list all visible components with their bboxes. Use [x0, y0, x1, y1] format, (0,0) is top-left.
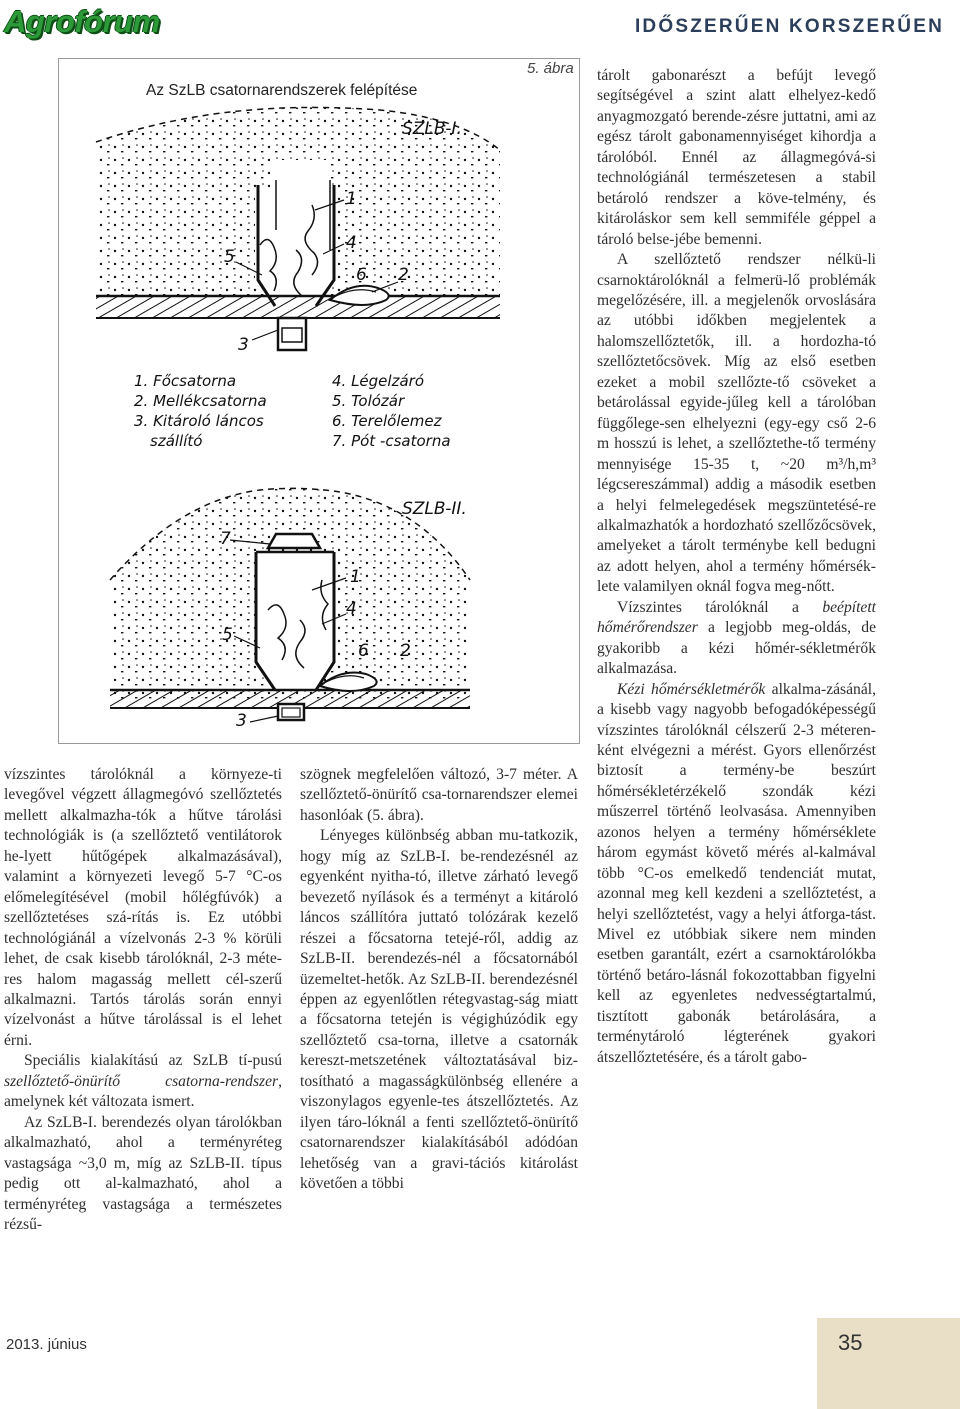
- diagram-2-number-4: 4: [346, 599, 357, 619]
- diagram-2-number-2: 2: [400, 641, 411, 661]
- diagram-2-number-6: 6: [358, 641, 369, 661]
- szlb-2-diagram: [110, 488, 470, 731]
- diagram-2-number-3: 3: [236, 711, 247, 731]
- legend-item-6: 6. Terelőlemez: [332, 412, 442, 430]
- legend-item-2: 2. Mellékcsatorna: [134, 392, 267, 410]
- issue-date: 2013. június: [6, 1336, 87, 1353]
- legend-item-5: 5. Tolózár: [332, 392, 405, 410]
- paragraph: tárolt gabonarészt a befújt levegő segítségével a szint alatt elhelyez-kedő anyagmozgató berende-zésre juttatni, ami az egész tárolt gabonamennyiséget kihordja a tárolóból. Ennél az állagmegóvá-si technológiánál természetesen a stabil betároló rendszer a köve-telmény, és kitároláskor sem kell semmiféle géppel a tároló belse-jébe bemenni.: [597, 67, 876, 248]
- diagram-number-1: 1: [346, 189, 357, 209]
- diagram-number-4: 4: [346, 233, 357, 253]
- szlb-1-label: SZLB-I.: [402, 119, 462, 139]
- paragraph: szögnek megfelelően változó, 3-7 méter. A szellőztető-önürítő csa-tornarendszer elemei hasonlóak (5. ábra).: [300, 766, 578, 824]
- diagram-number-5: 5: [224, 247, 235, 267]
- legend-item-3-cont: szállító: [150, 432, 203, 450]
- section-title: IDŐSZERŰEN KORSZERŰEN: [634, 16, 944, 37]
- legend-item-3: 3. Kitároló láncos: [134, 412, 264, 430]
- figure-label: 5. ábra: [527, 60, 574, 77]
- text-column-left: [4, 765, 282, 1235]
- paragraph: Kézi hőmérsékletmérők alkalma-zásánál, a kisebb vagy nagyobb befogadóképességű vízszintes tárolóknál célszerű 2-3 méteren-ként elvégezni a mérést. Gyors ellenőrzést biztosít a termény-be beszúrt hőmérsékletérzékelő szondák kézi műszerrel történő leolvasása. Amennyiben azonos helyen a termény hőmérséklete három egymást követő mérés al-kalmával több °C-os emelkedő tendenciát mutat, azonnal meg kell kezdeni a szellőztetést, a helyi szellőztetést, vagy a helyi átforga-tást. Mivel ez utóbbiak sikere nem minden esetben garantált, ezért a csarnoktárolókba történő betáro-lásnál fokozottabban figyelni kell az egyenletes nedvességtartalmú, tisztított gabonák betárolására, a terménytároló légterének gyakori átszellőztetésére, és a tárolt gabo-: [597, 680, 877, 1066]
- diagram-2-number-5: 5: [222, 625, 233, 645]
- text-column-right: [597, 66, 876, 1068]
- agroforum-logo: Agrofórum: [4, 4, 160, 39]
- paragraph: A szellőztető rendszer nélkü-li csarnoktárolóknál a felmerü-lő problémák megelőzésére, ill. a megjelenők orvoslására az utóbbi időkben megjelentek a halomszellőztetők, ill. a hordozha-tó szellőztetőcsövek. Míg az első esetben ezeket a mobil szellőzte-tő csöveket a betárolással egyide-jűleg kell a tárolóban függőlege-sen elhelyezni (egy-egy cső 2-6 m hosszú is lehet, a szellőztethe-tő termény mennyisége 15-35 t, ~20 m³/h,m³ légcsereszámmal) addig a második esetben a helyi felmelegedések megszüntetésé-re alkalmazhatók a hordozható szellőzőcsövek, amelyeket a tárolt terménybe kell bedugni az adott helyen, ahol a termény hőmérsék-lete valamilyen oknál fogva meg-nőtt.: [597, 251, 876, 596]
- paragraph: Lényeges különbség abban mu-tatkozik, hogy míg az SzLB-I. be-rendezésnél az egyenként nyitha-tó, illetve zárható levegő bevezető nyílások és a terményt a kitároló láncos szállítóra juttató tolózárak kezelő részei a főcsatorna tetejé-ről, addig az SzLB-II. berendezés-nél a főcsatornából üzemeltet-hetők. Az SzLB-II. berendezésnél éppen az egyenlőtlen rétegvastag-ság miatt a főcsatorna tetején is végighúzódik egy szellőztető csa-torna, illetve a csatornák kereszt-metszetének változtatásával biz-tosítható a magasságkülönbség ellenére a viszonylagos egyenle-tes átszellőztetés. Az ilyen táro-lóknál a fenti szellőztető-önürítő csatornarendszer kialakításából adódóan lehetőség van a gravi-tációs kitárolást követően a többi: [300, 827, 578, 1193]
- szlb-1-diagram: [96, 107, 500, 355]
- diagram-2-number-1: 1: [350, 567, 361, 587]
- figure-title: Az SzLB csatornarendszerek felépítése: [146, 82, 418, 99]
- szlb-2-label: SZLB-II.: [402, 499, 467, 519]
- paragraph: Az SzLB-I. berendezés olyan tárolókban alkalmazható, ahol a terményréteg vastagsága ~3,0 m, míg az SzLB-II. típus pedig ott al-kalmazható, ahol a terményréteg vastagsága a természetes rézsű-: [4, 1113, 282, 1233]
- diagram-number-6: 6: [356, 265, 367, 285]
- legend-item-7: 7. Pót -csatorna: [332, 432, 451, 450]
- text-column-middle: [300, 765, 578, 1195]
- diagram-number-3: 3: [238, 335, 249, 355]
- figure-legend: [134, 372, 451, 450]
- diagram-number-2: 2: [398, 265, 409, 285]
- page-number: 35: [838, 1330, 863, 1355]
- paragraph: Vízszintes tárolóknál a beépített hőmérőrendszer a legjobb meg-oldás, de gyakoribb a kézi hőmér-sékletmérők alkalmazása.: [597, 598, 876, 678]
- paragraph: Speciális kialakítású az SzLB tí-pusú szellőztető-önürítő csatorna-rendszer, amelynek két változata ismert.: [4, 1052, 282, 1111]
- paragraph: vízszintes tárolóknál a környeze-ti levegővel végzett állagmegóvó szellőztetés mellett alkalmazha-tók a hűtve tárolási technológiák is (a szellőztető ventilátorok he-lyett hűtőgépek alkalmazásával), valamint a környezeti levegő 5-7 °C-os előmelegítésével (mobil hőlégfúvók) a szellőztetéses szá-rítás is. Ez utóbbi technológiánál a vízelvonás 2-3 % körüli lehet, de csak kisebb tárolóknál, 2-3 méte-res halom magasság mellett cél-szerű alkalmazni. Tartós tárolás során ennyi vízelvonást a hűtve tárolással is el lehet érni.: [4, 766, 282, 1049]
- diagram-2-number-7: 7: [220, 529, 231, 549]
- legend-item-1: 1. Főcsatorna: [134, 372, 237, 390]
- legend-item-4: 4. Légelzáró: [332, 372, 424, 390]
